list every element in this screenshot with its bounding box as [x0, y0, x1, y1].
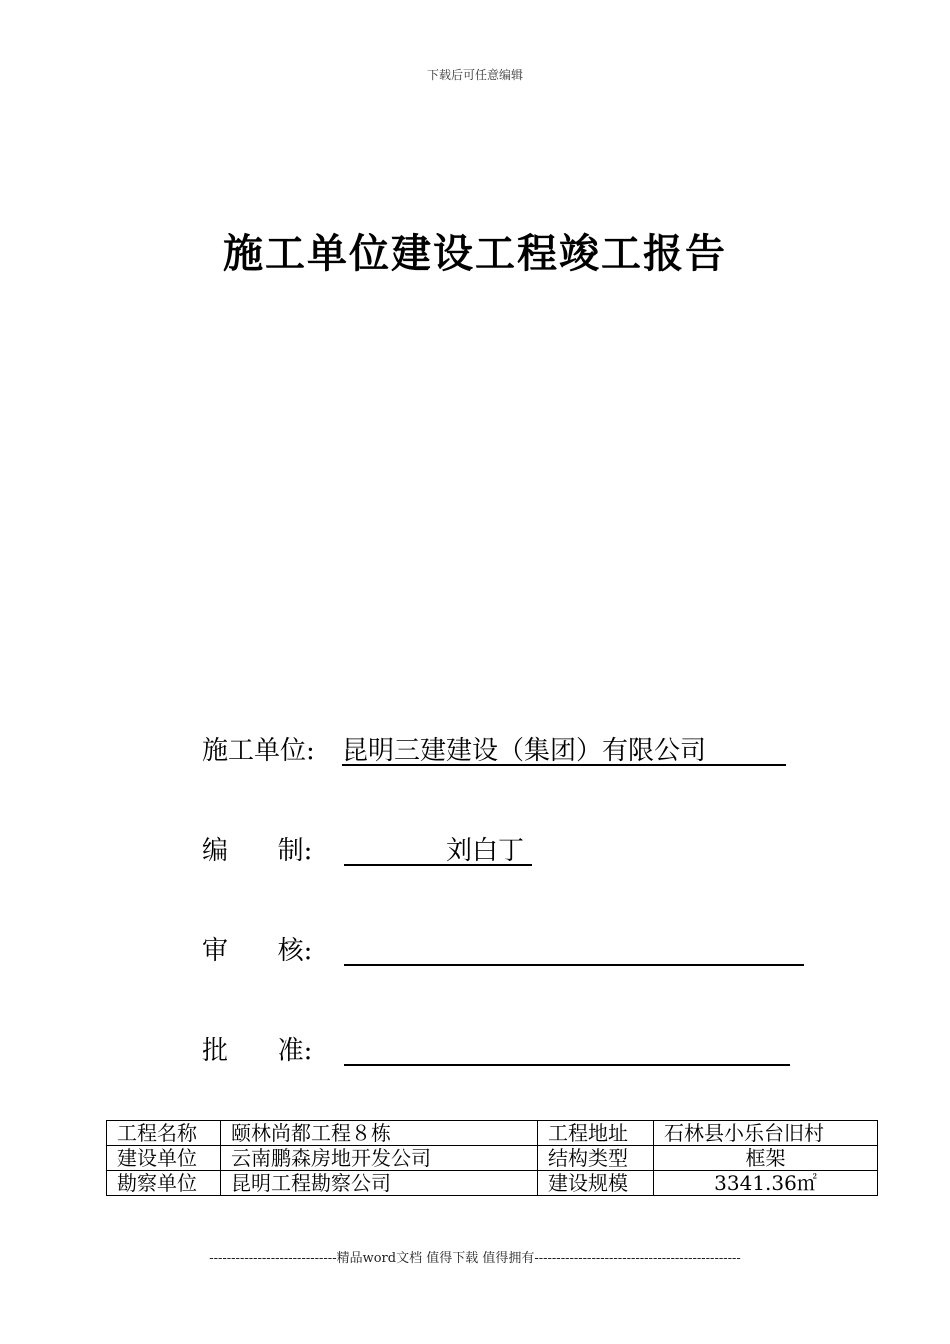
- compiler-label: 编 制:: [202, 836, 313, 866]
- table-cell-label: 建设单位: [107, 1146, 221, 1171]
- compiler-value: 刘白丁: [446, 836, 525, 866]
- table-cell-label: 工程名称: [107, 1121, 221, 1146]
- table-cell-value: 石林县小乐台旧村: [654, 1121, 878, 1146]
- table-row: [107, 1171, 878, 1196]
- table-cell-label: 结构类型: [538, 1146, 654, 1171]
- table-cell-label: 建设规模: [538, 1171, 654, 1196]
- construction-unit-row: [202, 730, 802, 770]
- document-title: 施工单位建设工程竣工报告: [223, 230, 727, 277]
- construction-unit-value: 昆明三建建设（集团）有限公司: [342, 736, 707, 766]
- construction-unit-label: 施工单位:: [202, 736, 315, 766]
- compiler-row: [202, 830, 802, 870]
- table-cell-value: 框架: [654, 1146, 878, 1171]
- header-note: 下载后可任意编辑: [426, 68, 523, 82]
- table-cell-value: 昆明工程勘察公司: [221, 1171, 538, 1196]
- table-cell-value: 云南鹏森房地开发公司: [221, 1146, 538, 1171]
- table-row: [107, 1121, 878, 1146]
- table-cell-value: 3341.36㎡: [654, 1171, 878, 1196]
- reviewer-label: 审 核:: [202, 936, 313, 966]
- reviewer-row: [202, 930, 812, 970]
- project-info-table: [106, 1120, 878, 1196]
- approver-label: 批 准:: [202, 1036, 313, 1066]
- reviewer-underline: [344, 930, 804, 966]
- approver-row: [202, 1030, 812, 1070]
- table-cell-value: 颐林尚都工程８栋: [221, 1121, 538, 1146]
- approver-underline: [344, 1030, 790, 1066]
- table-row: [107, 1146, 878, 1171]
- footer-note: -----------------------------精品word文档 值得下载 值得拥有-----------------------------------------------: [209, 1251, 741, 1266]
- table-cell-label: 工程地址: [538, 1121, 654, 1146]
- table-cell-label: 勘察单位: [107, 1171, 221, 1196]
